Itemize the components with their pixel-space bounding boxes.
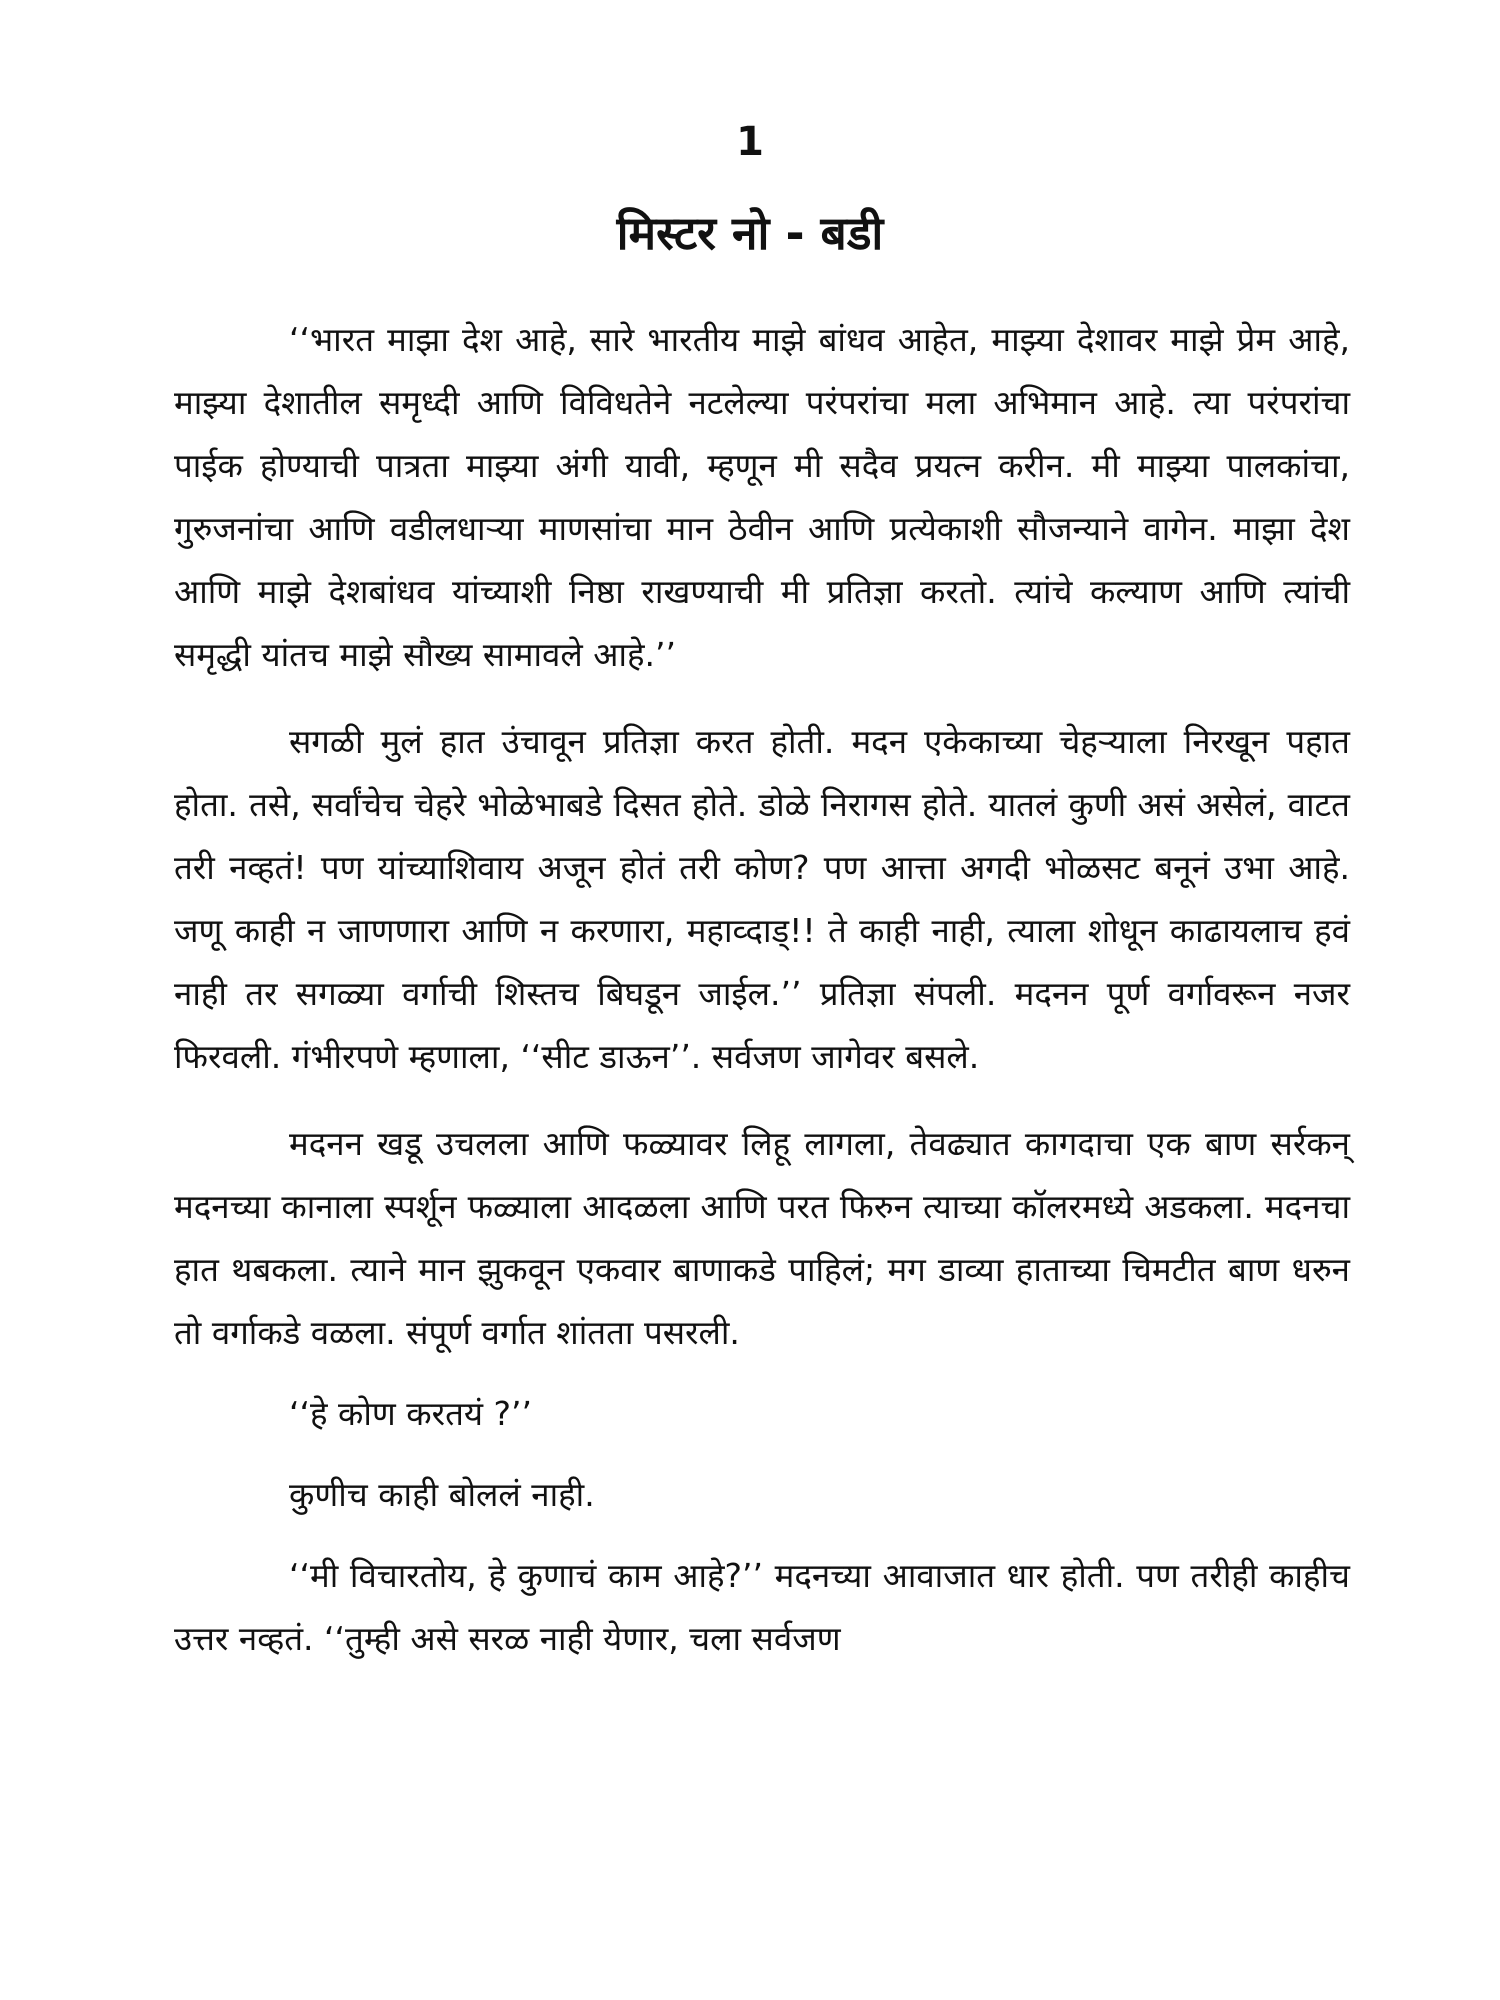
chapter-title: मिस्टर नो - बडी [616,206,884,260]
paragraph-pledge: ‘‘भारत माझा देश आहे, सारे भारतीय माझे बांधव आहेत, माझ्या देशावर माझे प्रेम आहे, माझ्या देशातील समृध्दी आणि विविधतेने नटलेल्या परंपरांचा मला अभिमान आहे. त्या परंपरांचा पाईक होण्याची पात्रता माझ्या अंगी यावी, म्हणून मी सदैव प्रयत्न करीन. मी माझ्या पालकांचा, गुरुजनांचा आणि वडीलधाऱ्या माणसांचा मान ठेवीन आणि प्रत्येकाशी सौजन्याने वागेन. माझा देश आणि माझे देशबांधव यांच्याशी निष्ठा राखण्याची मी प्रतिज्ञा करतो. त्यांचे कल्याण आणि त्यांची समृद्धी यांतच माझे सौख्य सामावले आहे.’’ [174,320,1350,674]
paragraph-students-pledge: सगळी मुलं हात उंचावून प्रतिज्ञा करत होती. मदन एकेकाच्या चेहऱ्याला निरखून पहात होता. तसे, सर्वांचेच चेहरे भोळेभाबडे दिसत होते. डोळे निरागस होते. यातलं कुणी असं असेलं, वाटत तरी नव्हतं! पण यांच्याशिवाय अजून होतं तरी कोण? पण आत्ता अगदी भोळसट बनूनं उभा आहे. जणू काही न जाणणारा आणि न करणारा, महाव्दाड्!! ते काही नाही, त्याला शोधून काढायलाच हवं नाही तर सगळ्या वर्गाची शिस्तच बिघडून जाईल.’’ प्रतिज्ञा संपली. मदनन पूर्ण वर्गावरून नजर फिरवली. गंभीरपणे म्हणाला, ‘‘सीट डाऊन’’. सर्वजण जागेवर बसले. [174,722,1350,1076]
paragraph-who-did-this: ‘‘हे कोण करतयं ?’’ [289,1394,533,1433]
chapter-number: 1 [736,119,764,165]
paragraph-silence: कुणीच काही बोललं नाही. [289,1475,595,1514]
chapter-body [174,308,1350,1670]
paragraph-question: ‘‘मी विचारतोय, हे कुणाचं काम आहे?’’ मदनच्या आवाजात धार होती. पण तरीही काहीच उत्तर नव्हतं. ‘‘तुम्ही असे सरळ नाही येणार, चला सर्वजण [174,1556,1350,1658]
paragraph-paper-arrow: मदनन खडू उचलला आणि फळ्यावर लिहू लागला, तेवढ्यात कागदाचा एक बाण सर्रकन् मदनच्या कानाला स्पर्शून फळ्याला आदळला आणि परत फिरुन त्याच्या कॉलरमध्ये अडकला. मदनचा हात थबकला. त्याने मान झुकवून एकवार बाणाकडे पाहिलं; मग डाव्या हाताच्या चिमटीत बाण धरुन तो वर्गाकडे वळला. संपूर्ण वर्गात शांतता पसरली. [174,1124,1350,1352]
